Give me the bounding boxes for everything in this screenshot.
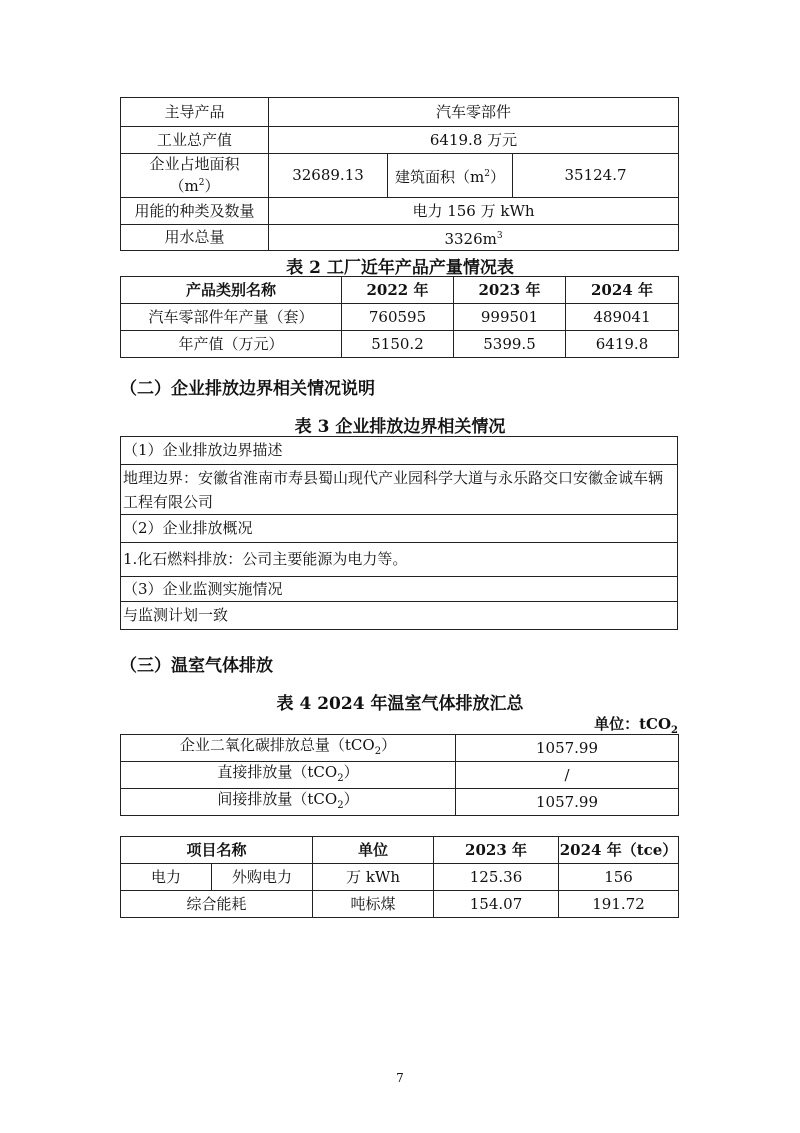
main-product-label: 主导产品 bbox=[121, 98, 269, 127]
table-header-row bbox=[121, 277, 679, 304]
table-row bbox=[121, 154, 679, 198]
section2-title: （二）企业排放边界相关情况说明 bbox=[120, 379, 375, 399]
cell-2024: 489041 bbox=[566, 304, 679, 331]
land-area-label-line1: 企业占地面积 bbox=[149, 155, 240, 173]
building-area-label-text: 建筑面积（m bbox=[395, 167, 485, 186]
table-row bbox=[121, 331, 679, 358]
row-label: 年产值（万元） bbox=[121, 331, 342, 358]
cell-2023: 999501 bbox=[454, 304, 566, 331]
direct-emission-label-close: ） bbox=[343, 762, 359, 781]
header-unit: 单位 bbox=[313, 837, 434, 864]
fossil-fuel-emission-text: 1.化石燃料排放：公司主要能源为电力等。 bbox=[121, 543, 678, 577]
energy-consumption-table bbox=[120, 836, 679, 918]
table-row bbox=[121, 577, 678, 602]
cell-2023: 5399.5 bbox=[454, 331, 566, 358]
total-co2-label-sub: 2 bbox=[374, 745, 382, 757]
energy-value: 电力 156 万 kWh bbox=[269, 198, 679, 225]
electricity-2023: 125.36 bbox=[434, 864, 559, 891]
table-row bbox=[121, 864, 679, 891]
row-label: 汽车零部件年产量（套） bbox=[121, 304, 342, 331]
header-product-category: 产品类别名称 bbox=[121, 277, 342, 304]
table-row bbox=[121, 437, 678, 465]
total-co2-value: 1057.99 bbox=[456, 735, 679, 762]
water-value bbox=[269, 225, 679, 251]
cell-2022: 760595 bbox=[342, 304, 454, 331]
indirect-emission-label bbox=[121, 789, 456, 816]
total-co2-label-text: 企业二氧化碳排放总量（tCO bbox=[179, 735, 375, 754]
header-item-name: 项目名称 bbox=[121, 837, 313, 864]
electricity-unit: 万 kWh bbox=[313, 864, 434, 891]
direct-emission-label-text: 直接排放量（tCO bbox=[217, 762, 338, 781]
geographic-boundary-text: 地理边界：安徽省淮南市寿县蜀山现代产业园科学大道与永乐路交口安徽金诚车辆工程有限公司 bbox=[121, 465, 678, 515]
indirect-emission-label-text: 间接排放量（tCO bbox=[217, 789, 338, 808]
table-row bbox=[121, 127, 679, 154]
building-area-label bbox=[388, 154, 513, 198]
table-row bbox=[121, 198, 679, 225]
total-co2-label bbox=[121, 735, 456, 762]
land-area-label-close: ） bbox=[204, 177, 220, 195]
product-output-table bbox=[120, 276, 679, 358]
table-row bbox=[121, 225, 679, 251]
building-area-label-close: ） bbox=[489, 167, 505, 186]
ghg-emission-summary-table bbox=[120, 734, 679, 816]
unit-label-text: 单位：tCO bbox=[594, 715, 672, 733]
land-area-label-sup: 2 bbox=[198, 178, 205, 188]
comprehensive-energy-2023: 154.07 bbox=[434, 891, 559, 918]
table-row bbox=[121, 98, 679, 127]
header-2023: 2023 年 bbox=[454, 277, 566, 304]
table-row bbox=[121, 515, 678, 543]
comprehensive-energy-2024: 191.72 bbox=[559, 891, 679, 918]
table3-caption: 表 3 企业排放边界相关情况 bbox=[294, 417, 506, 437]
emission-overview-heading: （2）企业排放概况 bbox=[121, 515, 678, 543]
land-area-label-unit: （m bbox=[169, 177, 199, 195]
direct-emission-label bbox=[121, 762, 456, 789]
water-value-text: 3326m bbox=[444, 229, 497, 248]
energy-label: 用能的种类及数量 bbox=[121, 198, 269, 225]
table-row bbox=[121, 789, 679, 816]
table-row bbox=[121, 465, 678, 515]
indirect-emission-value: 1057.99 bbox=[456, 789, 679, 816]
table-row bbox=[121, 602, 678, 630]
total-co2-label-close: ） bbox=[381, 735, 397, 754]
emission-boundary-table bbox=[120, 436, 678, 630]
header-2022: 2022 年 bbox=[342, 277, 454, 304]
header-2024: 2024 年 bbox=[566, 277, 679, 304]
purchased-electricity-label: 外购电力 bbox=[212, 864, 313, 891]
direct-emission-value: / bbox=[456, 762, 679, 789]
building-area-value: 35124.7 bbox=[513, 154, 679, 198]
water-label: 用水总量 bbox=[121, 225, 269, 251]
enterprise-info-table bbox=[120, 97, 679, 251]
cell-2024: 6419.8 bbox=[566, 331, 679, 358]
table-row bbox=[121, 304, 679, 331]
table4-unit-label bbox=[594, 713, 678, 736]
land-area-value: 32689.13 bbox=[269, 154, 388, 198]
indirect-emission-label-close: ） bbox=[343, 789, 359, 808]
table2-caption: 表 2 工厂近年产品产量情况表 bbox=[286, 258, 514, 278]
land-area-label bbox=[121, 154, 269, 198]
building-area-label-sup: 2 bbox=[484, 168, 490, 179]
header-2023: 2023 年 bbox=[434, 837, 559, 864]
section3-title: （三）温室气体排放 bbox=[120, 656, 273, 676]
cell-2022: 5150.2 bbox=[342, 331, 454, 358]
comprehensive-energy-unit: 吨标煤 bbox=[313, 891, 434, 918]
water-value-sup: 3 bbox=[496, 230, 503, 241]
comprehensive-energy-label: 综合能耗 bbox=[121, 891, 313, 918]
table-header-row bbox=[121, 837, 679, 864]
header-2024-tce: 2024 年（tce） bbox=[559, 837, 679, 864]
main-product-value: 汽车零部件 bbox=[269, 98, 679, 127]
monitoring-text: 与监测计划一致 bbox=[121, 602, 678, 630]
table-row bbox=[121, 891, 679, 918]
table-row bbox=[121, 735, 679, 762]
table-row bbox=[121, 762, 679, 789]
unit-label-sub: 2 bbox=[671, 725, 678, 736]
monitoring-heading: （3）企业监测实施情况 bbox=[121, 577, 678, 602]
electricity-category: 电力 bbox=[121, 864, 212, 891]
output-value: 6419.8 万元 bbox=[269, 127, 679, 154]
direct-emission-label-sub: 2 bbox=[337, 772, 344, 784]
page-number: 7 bbox=[396, 1071, 404, 1085]
table4-caption: 表 4 2024 年温室气体排放汇总 bbox=[276, 694, 524, 714]
table-row bbox=[121, 543, 678, 577]
boundary-description-heading: （1）企业排放边界描述 bbox=[121, 437, 678, 465]
electricity-2024: 156 bbox=[559, 864, 679, 891]
output-label: 工业总产值 bbox=[121, 127, 269, 154]
indirect-emission-label-sub: 2 bbox=[337, 799, 344, 811]
